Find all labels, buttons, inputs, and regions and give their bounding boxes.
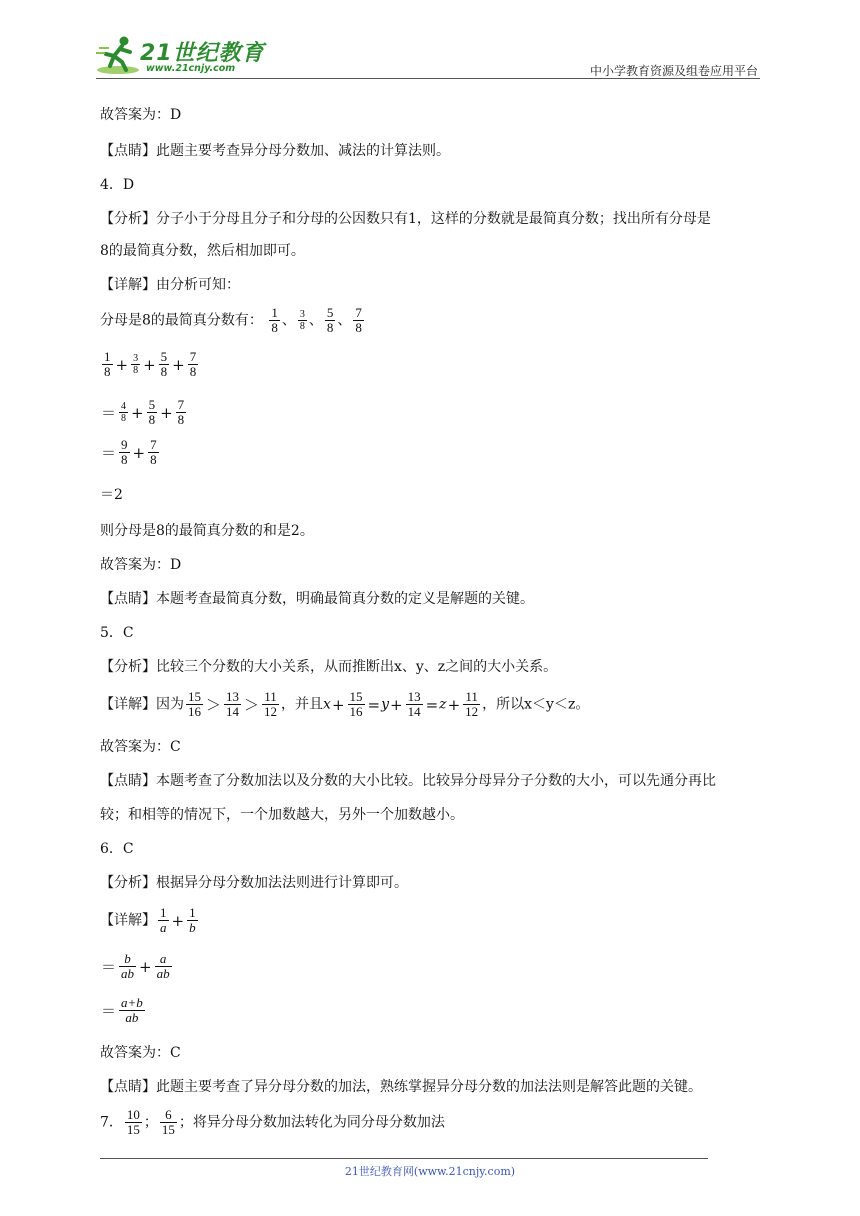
plus-sign: +: [447, 695, 461, 714]
answer-line: [100, 1108, 445, 1137]
separator: 、: [337, 312, 352, 329]
equals-sign: ＝: [101, 1001, 117, 1020]
text-line: 【点睛】本题考查最简真分数，明确最简真分数的定义是解题的关键。: [100, 591, 534, 607]
fraction: $\frac{1}{8}$: [271, 305, 278, 335]
equals-sign: =: [425, 695, 439, 714]
plus-sign: +: [143, 355, 156, 374]
text-line: 【点睛】此题主要考查了异分母分数的加法，熟练掌握异分母分数的加法法则是解答此题的关键。: [100, 1079, 702, 1095]
footer-text: 21世纪教育网(www.21cnjy.com): [344, 1165, 516, 1178]
text-line: 【点睛】此题主要考查异分母分数加、减法的计算法则。: [100, 143, 450, 159]
greater-sign: ＞: [244, 695, 260, 714]
text-line: 故答案为：D: [100, 557, 182, 573]
equation-result: ＝2: [100, 487, 123, 503]
text-line: 【分析】比较三个分数的大小关系，从而推断出x、y、z之间的大小关系。: [100, 659, 558, 675]
plus-sign: +: [115, 355, 129, 374]
variable: x: [323, 696, 331, 713]
equation-line: [100, 906, 200, 935]
text-line: 则分母是8的最简真分数的和是2。: [100, 523, 314, 539]
text-segment: 分母是8的最简真分数有：: [100, 312, 263, 329]
text-line: 【分析】根据异分母分数加法法则进行计算即可。: [100, 875, 408, 891]
fraction: $\frac{7}{8}$: [189, 349, 197, 379]
logo-url: www.21cnjy.com: [146, 63, 236, 74]
fraction: $\frac{1}{b}$: [189, 905, 196, 935]
equation-line: [100, 690, 589, 719]
plus-sign: +: [160, 403, 173, 422]
equation-line: [100, 438, 161, 467]
variable: y: [381, 696, 390, 713]
equation-line: [100, 398, 188, 427]
text-segment: 【详解】因为: [100, 696, 184, 713]
footer-divider: [100, 1158, 708, 1159]
text-segment: ，所以x＜y＜z。: [482, 696, 590, 713]
header-divider: [96, 78, 760, 79]
page-header: [96, 30, 760, 80]
text-line: 【详解】由分析可知：: [100, 277, 240, 293]
plus-sign: +: [139, 957, 152, 976]
fraction: $\frac{15}{16}$: [349, 689, 363, 719]
fraction: $\frac{1}{8}$: [104, 349, 111, 379]
fraction: $\frac{9}{8}$: [121, 437, 128, 467]
fraction: $\frac{1}{a}$: [160, 905, 167, 935]
fraction: $\frac{4}{8}$: [121, 401, 127, 424]
plus-sign: +: [171, 911, 185, 930]
variable: z: [439, 696, 447, 713]
fraction: $\frac{5}{8}$: [326, 305, 334, 335]
equals-sign: ＝: [101, 403, 117, 422]
equals-sign: =: [367, 695, 381, 714]
plus-sign: +: [172, 355, 185, 374]
fraction: $\frac{11}{12}$: [264, 689, 278, 719]
fraction: $\frac{13}{14}$: [407, 689, 421, 719]
fraction: $\frac{5}{8}$: [148, 397, 156, 427]
fraction: $\frac{a+b}{ab}$: [121, 995, 143, 1025]
question-number: 7．: [100, 1114, 123, 1131]
equation-line: [100, 350, 200, 379]
fraction: $\frac{15}{16}$: [188, 689, 201, 719]
equals-sign: ＝: [101, 443, 117, 462]
plus-sign: +: [390, 695, 403, 714]
text-line: 较；和相等的情况下，一个加数越大，另外一个加数越小。: [100, 807, 464, 823]
text-line: 故答案为：D: [100, 107, 182, 123]
fraction: $\frac{7}{8}$: [150, 437, 157, 467]
text-line: 8的最简真分数，然后相加即可。: [100, 243, 305, 259]
equation-line: [100, 952, 174, 981]
equation-line: [100, 996, 147, 1025]
text-line: 故答案为：C: [100, 1045, 181, 1061]
question-number: 5．C: [100, 625, 134, 641]
logo: [96, 34, 266, 78]
text-line: 【分析】分子小于分母且分子和分母的公因数只有1，这样的分数就是最简真分数；找出所有分母是: [100, 211, 711, 227]
fraction: $\frac{a}{ab}$: [156, 951, 170, 981]
fraction: $\frac{3}{8}$: [299, 309, 305, 332]
plus-sign: +: [331, 695, 345, 714]
equals-sign: ＝: [101, 957, 117, 976]
plus-sign: +: [131, 403, 144, 422]
platform-title: 中小学教育资源及组卷应用平台: [589, 64, 758, 78]
greater-sign: ＞: [206, 695, 222, 714]
question-number: 6．C: [100, 841, 134, 857]
text-segment: ；将异分母分数加法转化为同分母分数加法: [178, 1114, 445, 1131]
question-number: 4．D: [100, 177, 135, 193]
separator: 、: [308, 312, 323, 329]
fraction-list-line: [100, 306, 366, 335]
fraction: $\frac{5}{8}$: [160, 349, 168, 379]
fraction: $\frac{13}{14}$: [226, 689, 240, 719]
fraction: $\frac{b}{ab}$: [121, 951, 135, 981]
fraction: $\frac{7}{8}$: [177, 397, 185, 427]
text-segment: 【详解】: [100, 912, 156, 929]
fraction: $\frac{10}{15}$: [126, 1107, 140, 1137]
text-segment: ，并且: [281, 696, 324, 713]
plus-sign: +: [132, 443, 146, 462]
logo-text: 21世纪教育: [140, 41, 265, 66]
text-line: 故答案为：C: [100, 739, 181, 755]
fraction: $\frac{7}{8}$: [355, 305, 362, 335]
fraction: $\frac{3}{8}$: [133, 353, 139, 376]
fraction: $\frac{11}{12}$: [465, 689, 479, 719]
separator: 、: [281, 312, 296, 329]
runner-logo-icon: [96, 34, 142, 78]
text-line: 【点睛】本题考查了分数加法以及分数的大小比较。比较异分母异分子分数的大小，可以先通分再比: [100, 773, 716, 789]
fraction: $\frac{6}{15}$: [161, 1107, 175, 1137]
separator: ；: [143, 1114, 158, 1131]
